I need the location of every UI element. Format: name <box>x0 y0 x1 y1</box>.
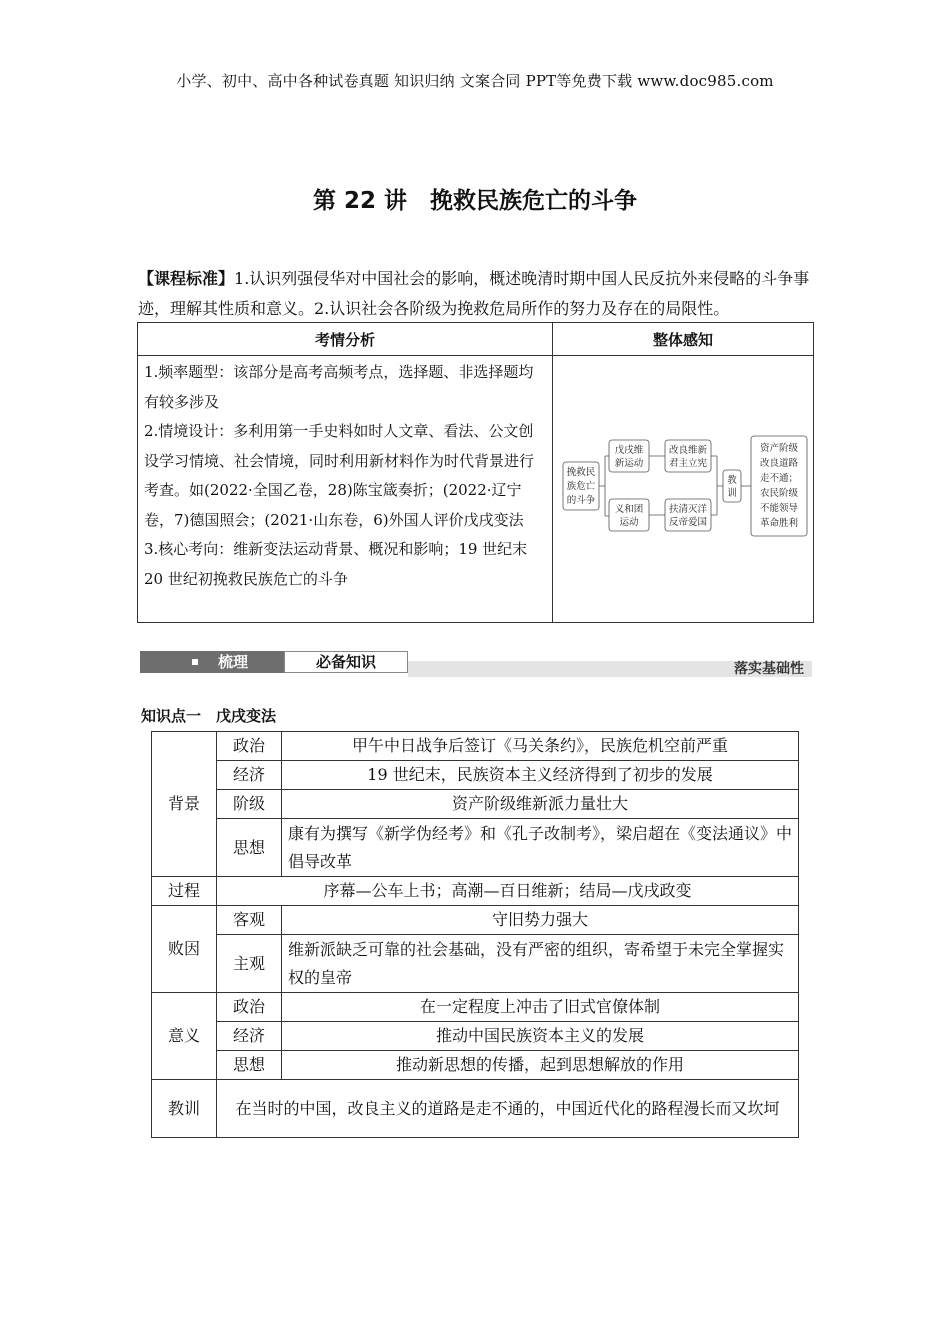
header-analysis: 考情分析 <box>138 323 553 356</box>
section-banner <box>140 651 812 678</box>
diagram-root-line: 挽救民 <box>566 467 596 478</box>
cell-text: 康有为撰写《新学伪经考》和《孔子改制考》，梁启超在《变法通议》中倡导改革 <box>282 819 799 877</box>
analysis-item: 3.核心考向：维新变法运动背景、概况和影响；19 世纪末 20 世纪初挽救民族危亡的斗争 <box>144 540 528 588</box>
cell-text: 19 世纪末，民族资本主义经济得到了初步的发展 <box>282 761 799 790</box>
diagram-branch-top-line: 戊戌维 <box>614 445 644 456</box>
diagram-conclusion-line: 资产阶级 <box>759 443 799 454</box>
sub-label: 阶级 <box>217 790 282 819</box>
square-bullet-icon <box>192 659 198 665</box>
sub-label: 经济 <box>217 761 282 790</box>
cell-text: 推动中国民族资本主义的发展 <box>282 1022 799 1051</box>
category-process: 过程 <box>152 877 217 906</box>
cell-text: 在一定程度上冲击了旧式官僚体制 <box>282 993 799 1022</box>
sub-label: 经济 <box>217 1022 282 1051</box>
diagram-lesson-line: 教 <box>727 475 737 486</box>
analysis-item: 1.频率题型：该部分是高考高频考点，选择题、非选择题均有较多涉及 <box>144 363 534 411</box>
cell-text: 序幕—公车上书；高潮—百日维新；结局—戊戌政变 <box>217 877 799 906</box>
wuxu-reform-table <box>151 731 799 1138</box>
diagram-result-bottom-line: 扶清灭洋 <box>668 504 708 515</box>
sub-label: 政治 <box>217 993 282 1022</box>
cell-text: 甲午中日战争后签订《马关条约》，民族危机空前严重 <box>282 732 799 761</box>
cell-text: 守旧势力强大 <box>282 906 799 935</box>
curriculum-standard <box>138 264 810 324</box>
standard-text: 1.认识列强侵华对中国社会的影响，概述晚清时期中国人民反抗外来侵略的斗争事迹，理解其性质和意义。2.认识社会各阶级为挽救危局所作的努力及存在的局限性。 <box>138 269 810 318</box>
analysis-cell <box>138 356 553 623</box>
standard-label: 【课程标准】 <box>138 269 235 288</box>
sub-label: 思想 <box>217 819 282 877</box>
diagram-conclusion-line: 革命胜利 <box>759 518 799 529</box>
diagram-lesson-line: 训 <box>727 488 737 499</box>
sub-label: 主观 <box>217 935 282 993</box>
lesson-title: 第 22 讲 挽救民族危亡的斗争 <box>312 188 638 214</box>
knowledge-point-heading: 知识点一 戊戌变法 <box>141 707 277 725</box>
cell-text: 推动新思想的传播，起到思想解放的作用 <box>282 1051 799 1080</box>
banner-dark-label: 梳理 <box>218 653 249 671</box>
sub-label: 思想 <box>217 1051 282 1080</box>
banner-light-label: 必备知识 <box>284 651 408 673</box>
header-overview: 整体感知 <box>553 323 814 356</box>
diagram-conclusion-line: 改良道路 <box>759 458 799 469</box>
diagram-result-top-line: 改良维新 <box>668 445 708 456</box>
diagram-root-line: 的斗争 <box>566 495 596 506</box>
category-background: 背景 <box>152 732 217 877</box>
cell-text: 资产阶级维新派力量壮大 <box>282 790 799 819</box>
category-significance: 意义 <box>152 993 217 1080</box>
cell-text: 维新派缺乏可靠的社会基础，没有严密的组织，寄希望于未完全掌握实权的皇帝 <box>282 935 799 993</box>
concept-diagram <box>553 356 813 618</box>
category-lesson: 教训 <box>152 1080 217 1138</box>
category-failure: 败因 <box>152 906 217 993</box>
diagram-branch-bottom-line: 运动 <box>619 517 639 528</box>
diagram-branch-bottom-line: 义和团 <box>614 504 644 515</box>
analysis-item: 2.情境设计：多利用第一手史料如时人文章、看法、公文创设学习情境、社会情境，同时利用新材料作为时代背景进行考查。如(2022·全国乙卷，28)陈宝箴奏折；(2022·辽宁卷，7)德国照会；(2021·山东卷，6)外国人评价戊戌变法 <box>144 422 535 529</box>
diagram-result-bottom-line: 反帝爱国 <box>668 517 708 528</box>
cell-text: 在当时的中国，改良主义的道路是走不通的，中国近代化的路程漫长而又坎坷 <box>217 1080 799 1138</box>
overview-diagram-cell <box>553 356 814 623</box>
diagram-conclusion-line: 不能领导 <box>759 503 799 514</box>
diagram-branch-top-line: 新运动 <box>614 458 644 469</box>
sub-label: 政治 <box>217 732 282 761</box>
diagram-conclusion-line: 农民阶级 <box>759 488 799 499</box>
page-header: 小学、初中、高中各种试卷真题 知识归纳 文案合同 PPT等免费下载 www.doc985.com <box>176 72 774 90</box>
diagram-root-line: 族危亡 <box>566 481 596 492</box>
overview-table <box>137 322 814 623</box>
banner-dark-tab <box>140 651 284 673</box>
sub-label: 客观 <box>217 906 282 935</box>
diagram-result-top-line: 君主立宪 <box>668 458 708 469</box>
diagram-conclusion-line: 走不通； <box>759 473 799 484</box>
banner-right-label: 落实基础性 <box>734 661 804 677</box>
